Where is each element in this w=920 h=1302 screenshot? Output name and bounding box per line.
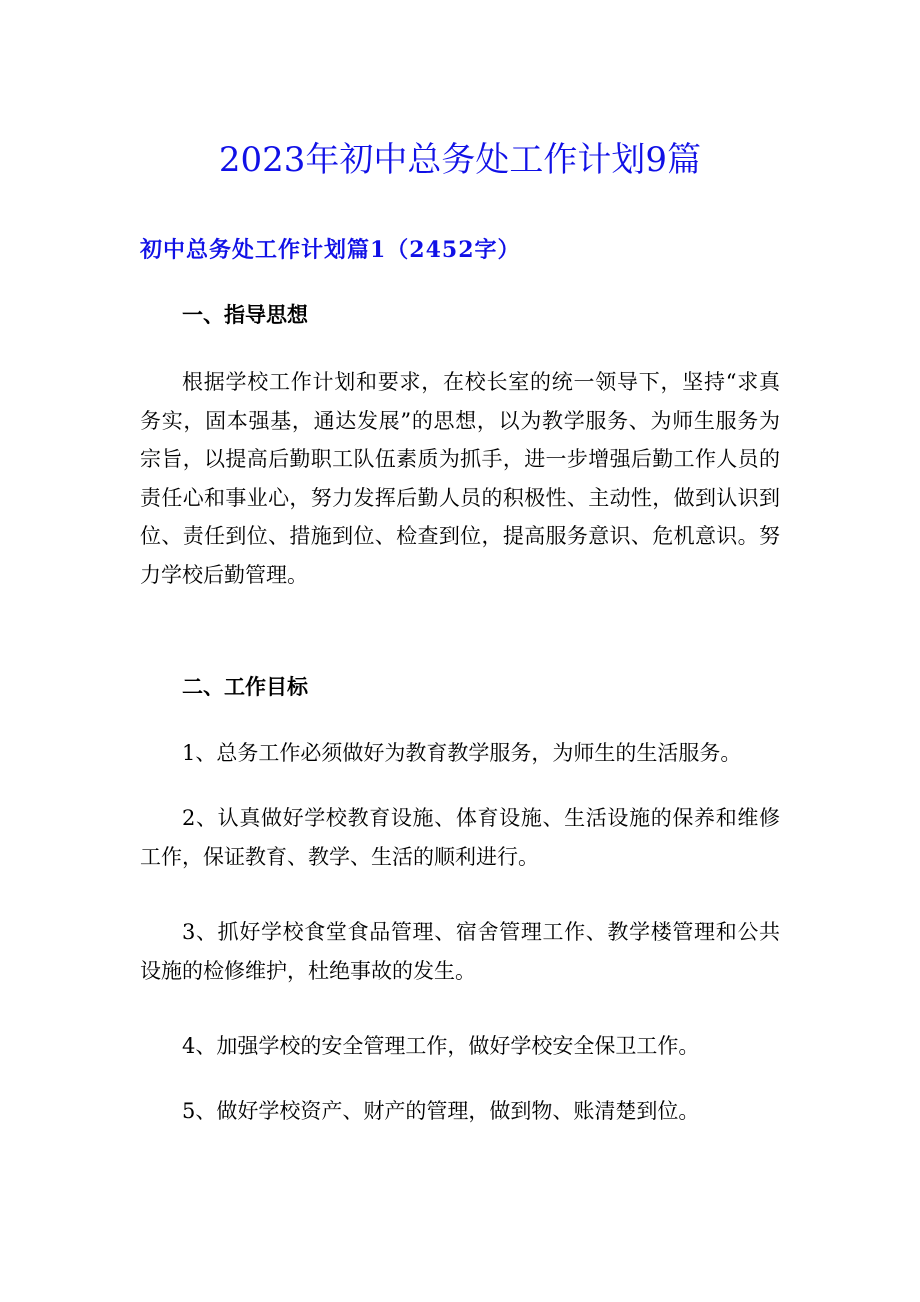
section-title: 初中总务处工作计划篇1（2452字） bbox=[140, 237, 521, 263]
document-title: 2023年初中总务处工作计划9篇 bbox=[218, 140, 702, 180]
goal-item-3: 3、抓好学校食堂食品管理、宿舍管理工作、教学楼管理和公共设施的检修维护，杜绝事故的发生。 bbox=[140, 920, 780, 983]
heading-guiding-ideology: 一、指导思想 bbox=[182, 302, 308, 327]
goal-item-4: 4、加强学校的安全管理工作，做好学校安全保卫工作。 bbox=[182, 1034, 700, 1058]
goal-item-5: 5、做好学校资产、财产的管理，做到物、账清楚到位。 bbox=[182, 1099, 700, 1123]
paragraph-guiding-ideology: 根据学校工作计划和要求，在校长室的统一领导下，坚持“求真务实，固本强基，通达发展”的思想，以为教学服务、为师生服务为宗旨，以提高后勤职工队伍素质为抓手，进一步增强后勤工作人员的责任心和事业心，努力发挥后勤人员的积极性、主动性，做到认识到位、责任到位、措施到位、检查到位，提高服务意识、危机意识。努力学校后勤管理。 bbox=[140, 370, 780, 587]
goal-item-2: 2、认真做好学校教育设施、体育设施、生活设施的保养和维修工作，保证教育、教学、生活的顺利进行。 bbox=[140, 806, 780, 869]
heading-work-goals: 二、工作目标 bbox=[182, 674, 308, 699]
goal-item-1: 1、总务工作必须做好为教育教学服务，为师生的生活服务。 bbox=[182, 741, 742, 765]
